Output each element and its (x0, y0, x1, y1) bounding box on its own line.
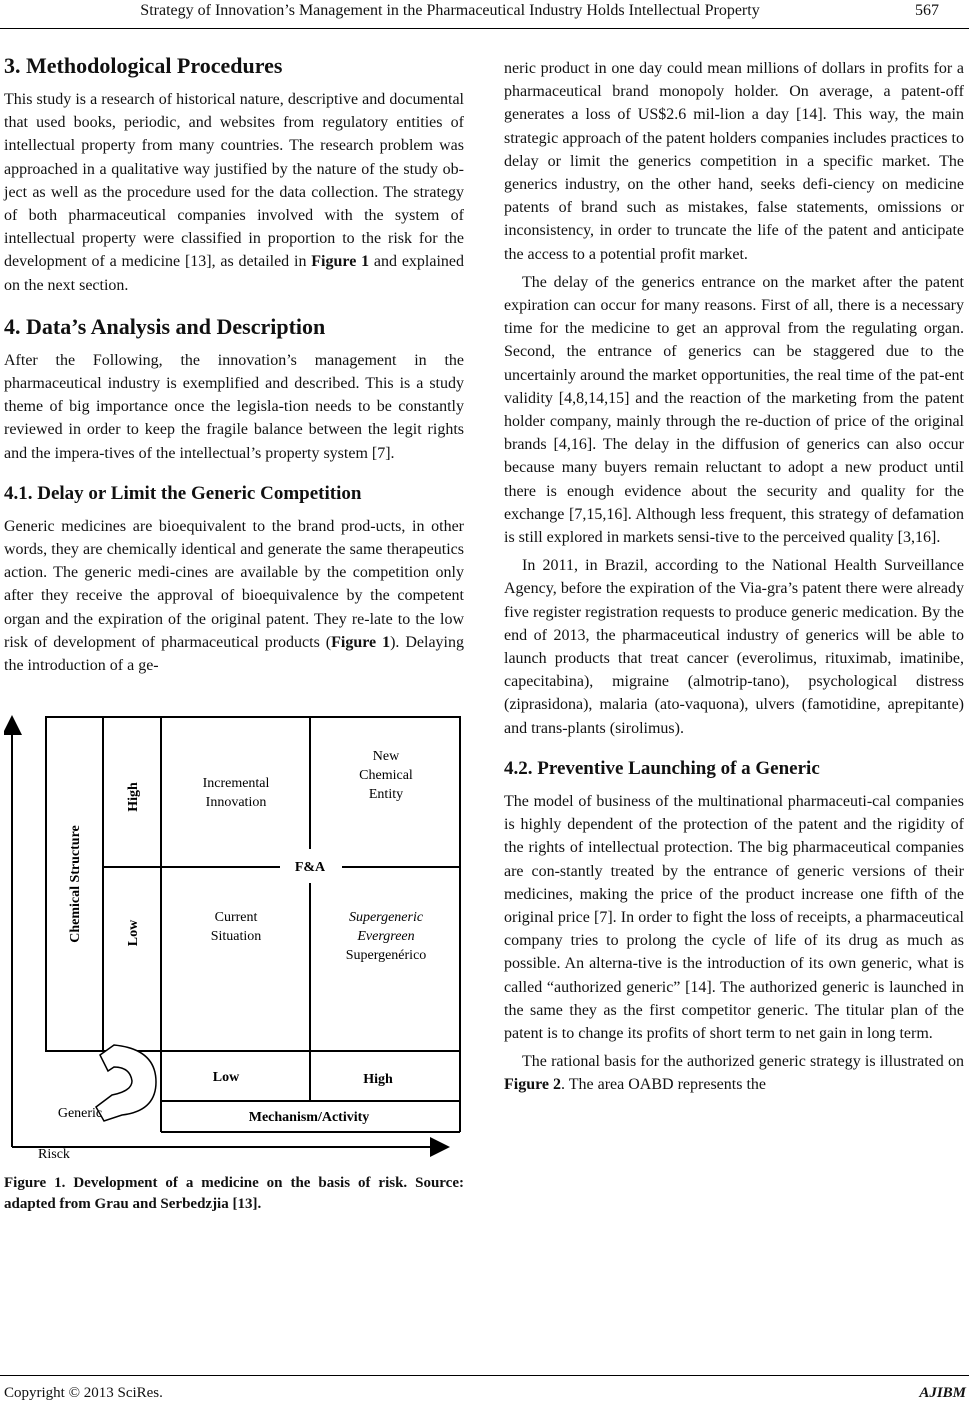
section-3-paragraph (4, 88, 464, 297)
risk-label: Risck (38, 1147, 70, 1163)
section-4-1-heading: 4.1. Delay or Limit the Generic Competition (4, 482, 362, 504)
high-row-label: High (126, 782, 141, 813)
copyright: Copyright © 2013 SciRes. (4, 1385, 163, 1401)
right-paragraph-2: The delay of the generics entrance on the market after the patent expiration can occur for many reasons. First of all, there is a necessary time for the medicine to get an approval from the regulating organ. Second, the entrance of generics can be staggered due to the uncertainly around the market opportunities, the real time of the pat-ent validity [4,8,14,15] and the reaction of the marketing from the patent holder company, mainly through the re-duction of price of the original brands [4,16]. The delay in the diffusion of generics can also occur because many buyers remain reluctant to adopt a new product until there is enough evidence about the security and quality for the exchange [7,15,16]. Although less frequent, this strategy of defamation is still explored in markets sensi-tive to the perceived quality [3,16]. (504, 273, 964, 547)
supergeneric-label: Supergeneric (348, 910, 424, 926)
figure-1 (4, 697, 464, 1167)
incremental-innovation-line1: Incremental (202, 776, 270, 792)
generic-label: Generic (57, 1106, 103, 1122)
figure-2-ref: Figure 2 (504, 1076, 562, 1094)
new-chemical-entity-line1: New (372, 749, 400, 765)
section-4-2-heading: 4.2. Preventive Launching of a Generic (504, 757, 820, 779)
incremental-innovation-line2: Innovation (205, 795, 267, 811)
page-number: 567 (915, 2, 939, 19)
running-title: Strategy of Innovation’s Management in the Pharmaceutical Industry Holds Intellectual Property (140, 2, 760, 19)
section-3-heading: 3. Methodological Procedures (4, 53, 283, 78)
section-4-1-paragraph (4, 515, 464, 677)
x-high-label: High (363, 1072, 393, 1088)
evergreen-label: Evergreen (357, 929, 415, 945)
figure-1-diagram (4, 697, 464, 1167)
x-low-label: Low (212, 1070, 240, 1086)
page-header (0, 0, 969, 36)
journal-name: AJIBM (919, 1385, 966, 1401)
section-4-paragraph: After the Following, the innovation’s management in the pharmaceutical industry is exemplified and described. This is a study theme of big importance once the legisla-tion needs to be constantly reviewed in order to keep the fragile balance between the legit rights and the impera-tives of the intellectual’s property system [7]. (4, 351, 464, 462)
right-paragraph-5-text: The rational basis for the authorized generic strategy is illustrated on (522, 1053, 964, 1071)
section-3-text: This study is a research of historical nature, descriptive and documental that used books, periodic, and websites from regulatory entities of intellectual property from many countries. The research problem was approached in a qualitative way justified by the nature of the study ob-ject as well as the procedure used for the data collection. The strategy of both pharmaceutical companies involved with the system of intellectual property were classified in proportion to the risk for the development of a medicine [13], as detailed in (4, 91, 464, 271)
right-paragraph-5-end: . The area OABD represents the (561, 1076, 766, 1094)
figure-1-ref: Figure 1 (311, 253, 370, 271)
section-3-text-end: and explained on the next section. (4, 253, 465, 294)
mechanism-activity-label: Mechanism/Activity (248, 1110, 370, 1126)
right-paragraph-5 (504, 1050, 964, 1096)
right-paragraph-1: neric product in one day could mean millions of dollars in profits for a pharmaceutical brand monopoly holder. On average, a patent-off generates a loss of US$2.6 mil-lion a day [14]. This way, the main strategic approach of the patent holders companies includes practices to delay or limit the generics competition in a specific market. The generics industry, on the other hand, seeks defi-ciency on medicine patents of brand such as mistakes, false statements, omissions or inconsistency, in order to truncate the life of the patent and anticipate the access to a potential profit market. (504, 60, 964, 263)
fa-label: F&A (294, 860, 326, 876)
section-4-1-text-end: ). Delaying the introduction of a ge- (4, 633, 464, 675)
left-column (4, 52, 464, 1215)
new-chemical-entity-line3: Entity (368, 787, 404, 803)
section-4-heading: 4. Data’s Analysis and Description (4, 313, 326, 339)
curved-arrow-icon (96, 1045, 156, 1121)
footer-rule (0, 1375, 969, 1376)
figure-1-ref-2: Figure 1 (331, 633, 391, 651)
current-situation-line1: Current (214, 910, 258, 926)
supergenerico-label: Supergenérico (345, 948, 427, 964)
right-paragraph-3: In 2011, in Brazil, according to the National Health Surveillance Agency, before the expiration of the Via-gra’s patent there were already five register registration requests to produce generic medication. By the end of 2013, the pharmaceutical industry of generics will be able to launch products that treat cancer (everolimus, rituximab, imatinibe, capecitabina), migraine (almotrip-tano), psychological distress (ziprasidona), malaria (ato-vaquona), ulvers (famotidine, aprepitante) and trans-plants (sirolimus). (504, 557, 964, 737)
right-column (504, 57, 964, 1097)
right-paragraph-4: The model of business of the multinational pharmaceuti-cal companies is highly dependent of the protection of the patent and the rigidity of the rights of intellectual protection. The big pharmaceutical companies are con-stantly treated by the entrance of generic versions of their medicines, making the price of the product increase one fifth of the original price [7]. In order to fight the loss of receipts, a pharmaceutical company tries to prolong the cycle of life of its drug as much as possible. An alterna-tive is the introduction of its own generic, what is called “authorized generic” [14]. The authorized generic is launched in the same they as the first competitor generic. The titular plan of the patent is to change its profits of short term to net gain in long term. (504, 792, 964, 1042)
section-4-1-text: Generic medicines are bioequivalent to the brand prod-ucts, in other words, they are chemically identical and generate the same therapeutics action. The generic medi-cines are available by the competition only after they receive the approval of bioequivalence by the competent organ and the expiration of the original patent. They re-late to the low risk of development of pharmaceutical products ( (4, 517, 464, 651)
header-rule (0, 28, 969, 29)
current-situation-line2: Situation (210, 929, 262, 945)
figure-1-caption: Figure 1. Development of a medicine on the basis of risk. Source: adapted from Grau and Serbedzjia [13]. (4, 1175, 464, 1213)
chemical-structure-label: Chemical Structure (68, 825, 83, 944)
page-footer (0, 1375, 969, 1405)
low-row-label: Low (126, 920, 141, 947)
new-chemical-entity-line2: Chemical (359, 768, 413, 784)
